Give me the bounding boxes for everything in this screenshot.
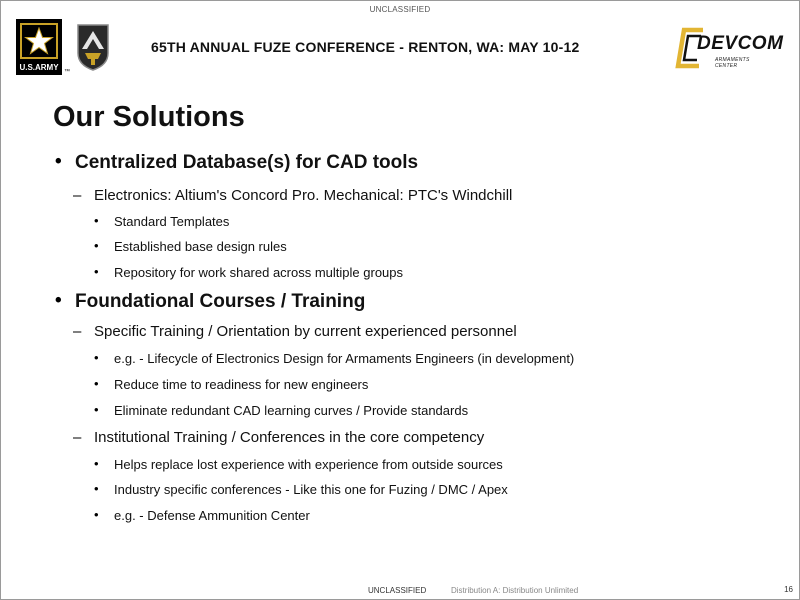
- devcom-subtitle: [715, 57, 750, 69]
- bullet-marker: •: [94, 402, 99, 417]
- dash-marker: –: [73, 429, 82, 446]
- item-reduce-readiness-time: Reduce time to readiness for new engineers: [114, 377, 369, 392]
- item-design-rules: Established base design rules: [114, 239, 287, 254]
- item-replace-lost-experience: Helps replace lost experience with experience from outside sources: [114, 457, 503, 472]
- slide-title: Our Solutions: [53, 101, 245, 133]
- star-icon: [24, 27, 54, 55]
- devcom-wordmark: DEVCOM: [697, 33, 784, 54]
- bullet-marker: •: [94, 238, 99, 253]
- sub-bullet-institutional-training: Institutional Training / Conferences in the core competency: [94, 429, 485, 446]
- dash-marker: –: [73, 187, 82, 204]
- top-classification-banner: UNCLASSIFIED: [369, 5, 431, 14]
- item-lifecycle-course: e.g. - Lifecycle of Electronics Design for Armaments Engineers (in development): [114, 351, 575, 366]
- distribution-statement: Distribution A: Distribution Unlimited: [451, 586, 579, 595]
- sub-bullet-specific-training: Specific Training / Orientation by current experienced personnel: [94, 323, 517, 340]
- bullet-marker: •: [55, 151, 62, 172]
- bullet-marker: •: [94, 456, 99, 471]
- bullet-marker: •: [94, 213, 99, 228]
- devcom-subtitle-line2: CENTER: [715, 63, 738, 69]
- bullet-marker: •: [94, 350, 99, 365]
- item-defense-ammunition-center: e.g. - Defense Ammunition Center: [114, 508, 310, 523]
- item-shared-repository: Repository for work shared across multiple groups: [114, 265, 404, 280]
- bottom-classification-banner: UNCLASSIFIED: [368, 586, 427, 595]
- trademark-mark: ™: [64, 69, 70, 75]
- sub-bullet-electronics-mechanical: Electronics: Altium's Concord Pro. Mechanical: PTC's Windchill: [94, 187, 513, 204]
- us-army-logo: [16, 19, 70, 75]
- bullet-marker: •: [55, 290, 62, 311]
- conference-title: 65TH ANNUAL FUZE CONFERENCE - RENTON, WA: MAY 10-12: [151, 39, 580, 55]
- army-logo-text: U.S.ARMY: [19, 63, 59, 72]
- item-industry-conferences: Industry specific conferences - Like this one for Fuzing / DMC / Apex: [114, 482, 508, 497]
- bullet-marker: •: [94, 264, 99, 279]
- item-eliminate-learning-curves: Eliminate redundant CAD learning curves / Provide standards: [114, 403, 469, 418]
- bullet-foundational-courses: Foundational Courses / Training: [75, 291, 366, 312]
- shield-icon: [76, 23, 110, 71]
- bullet-marker: •: [94, 507, 99, 522]
- bullet-marker: •: [94, 481, 99, 496]
- page-number: 16: [784, 585, 793, 594]
- bullet-marker: •: [94, 376, 99, 391]
- devcom-subtitle-line1: ARMAMENTS: [715, 57, 750, 63]
- bullet-centralized-database: Centralized Database(s) for CAD tools: [75, 152, 419, 173]
- dash-marker: –: [73, 323, 82, 340]
- item-standard-templates: Standard Templates: [114, 214, 230, 229]
- army-star-frame: [20, 23, 58, 59]
- devcom-logo: [675, 27, 787, 71]
